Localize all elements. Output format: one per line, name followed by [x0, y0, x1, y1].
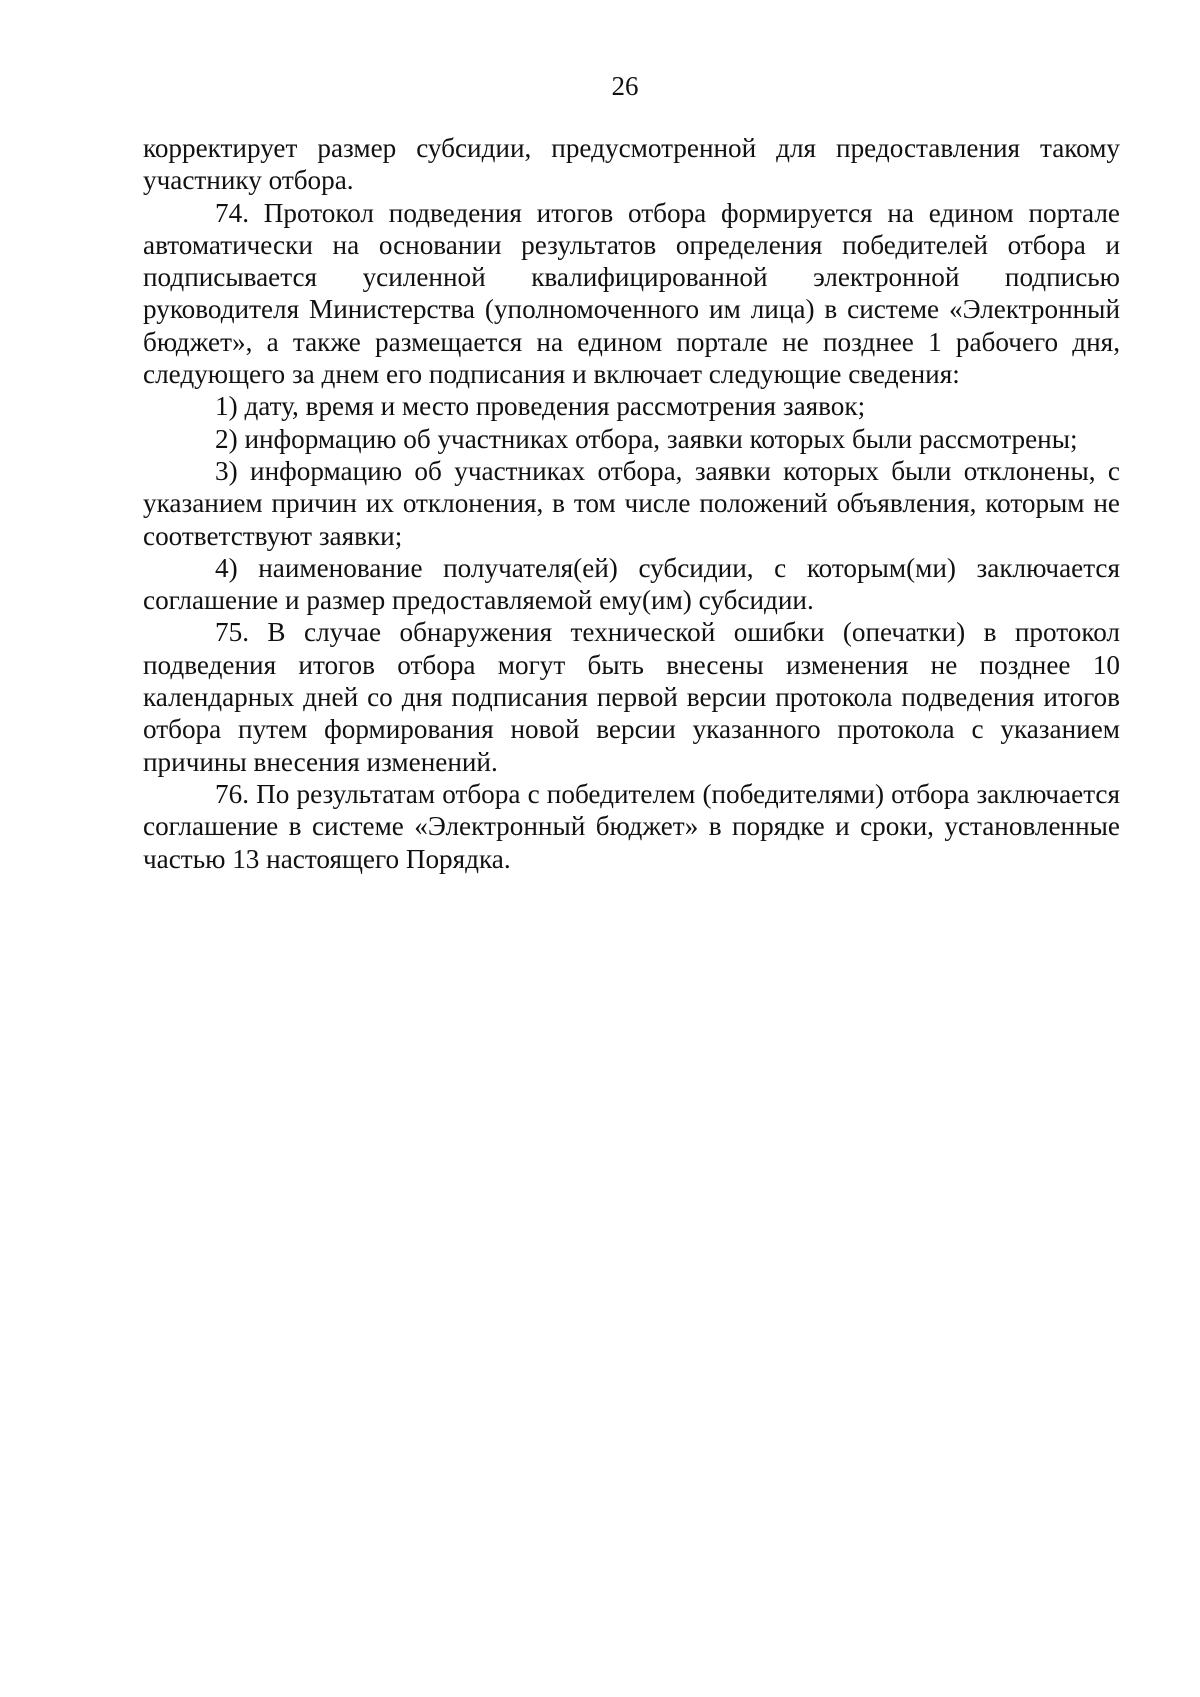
paragraph-74: 74. Протокол подведения итогов отбора формируется на едином портале автоматически на основании результатов определения победителей отбора и подписывается усиленной квалифицированной электронной подписью руководителя Министерства (уполномоченного им лица) в системе «Электронный бюджет», а также размещается на едином портале не позднее 1 рабочего дня, следующего за днем его подписания и включает следующие сведения: — [143, 197, 1120, 390]
paragraph-75: 75. В случае обнаружения технической ошибки (опечатки) в протокол подведения итогов отбора могут быть внесены изменения не позднее 10 календарных дней со дня подписания первой версии протокола подведения итогов отбора путем формирования новой версии указанного протокола с указанием причины внесения изменений. — [143, 617, 1120, 777]
paragraph-continuation: корректирует размер субсидии, предусмотренной для предоставления такому участнику отбора. — [143, 133, 1120, 196]
list-item-2: 2) информацию об участниках отбора, заявки которых были рассмотрены; — [215, 423, 1078, 454]
page-number: 26 — [611, 71, 639, 101]
list-item-4: 4) наименование получателя(ей) субсидии, с которым(ми) заключается соглашение и размер предоставляемой ему(им) субсидии. — [143, 552, 1120, 616]
list-item-3: 3) информацию об участниках отбора, заявки которых были отклонены, с указанием причин их отклонения, в том числе положений объявления, которым не соответствуют заявки; — [143, 455, 1120, 551]
document-body — [143, 132, 1120, 875]
paragraph-76: 76. По результатам отбора с победителем (победителями) отбора заключается соглашение в системе «Электронный бюджет» в порядке и сроки, установленные частью 13 настоящего Порядка. — [143, 778, 1120, 874]
list-item-1: 1) дату, время и место проведения рассмотрения заявок; — [215, 391, 866, 422]
